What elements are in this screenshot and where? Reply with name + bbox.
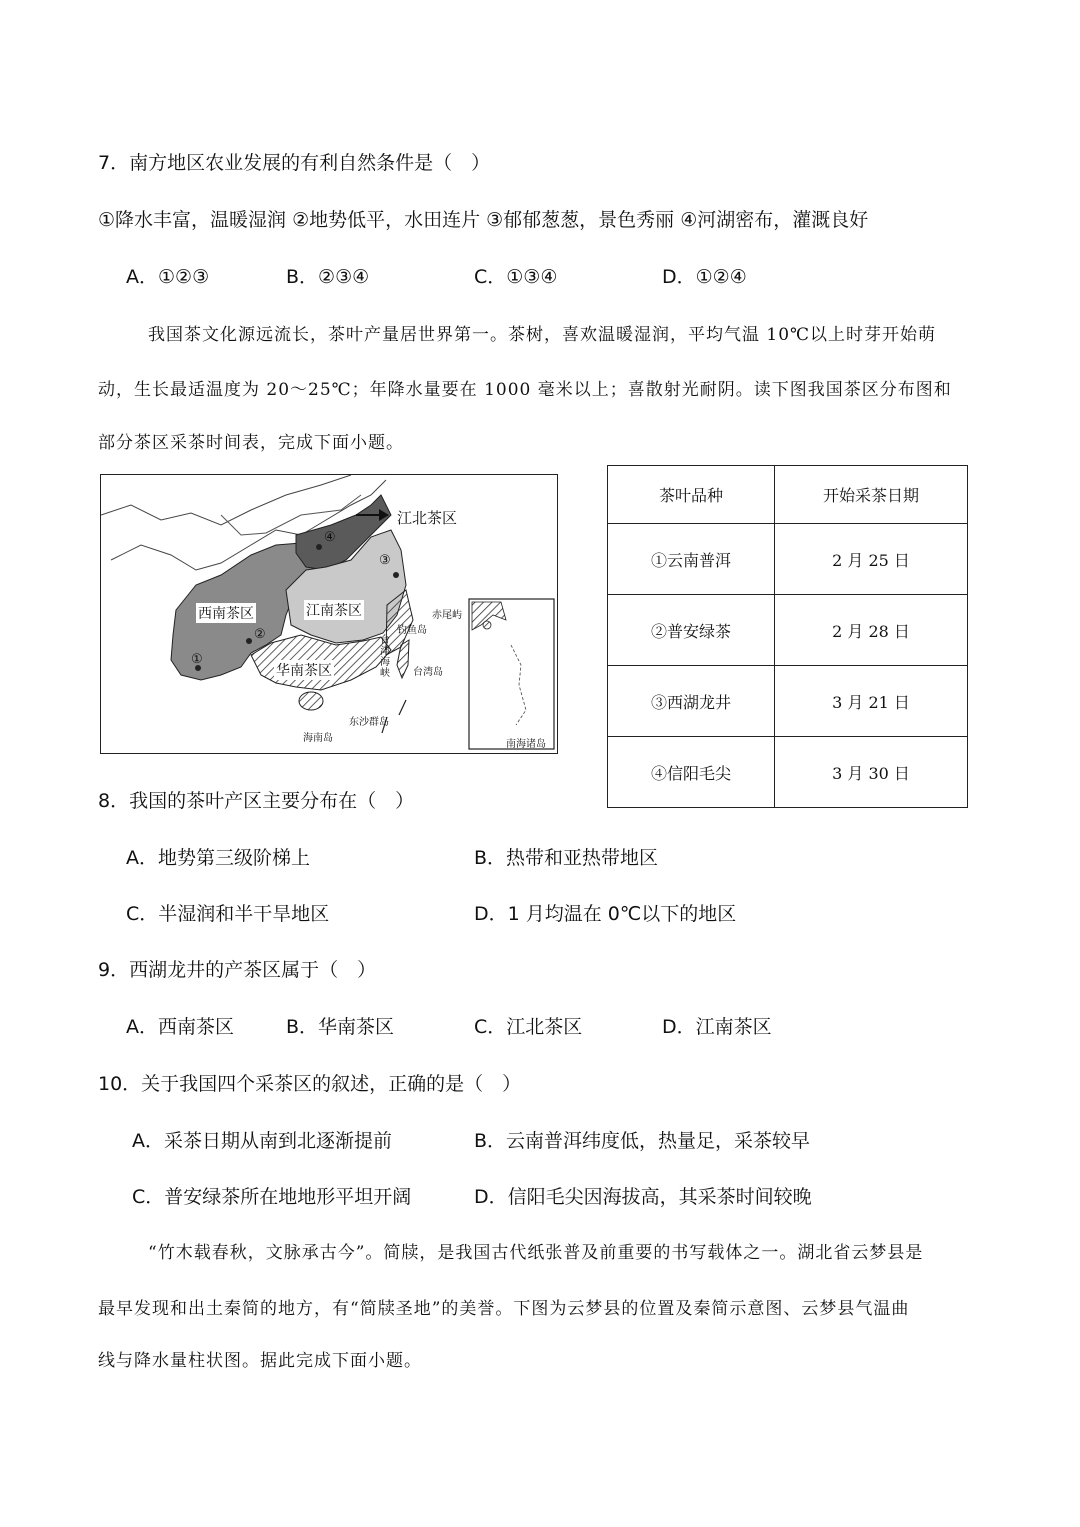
q7-option-c[interactable]: C．①③④	[474, 266, 558, 288]
label-jiangbei: 江北茶区	[397, 509, 458, 527]
q10-option-d[interactable]: D．信阳毛尖因海拔高，其采茶时间较晚	[474, 1186, 812, 1208]
table-row	[608, 666, 968, 737]
q9-option-a[interactable]: A．西南茶区	[126, 1016, 234, 1038]
tea-picking-table	[607, 465, 968, 808]
boundary-line	[101, 475, 351, 525]
table-header-variety: 茶叶品种	[608, 466, 775, 524]
label-hainan: 海南岛	[303, 733, 333, 744]
table-row	[608, 737, 968, 808]
site-dot-4	[316, 544, 322, 550]
label-taiwan-strait: 台湾海峡	[380, 635, 390, 679]
table-cell-date: 3 月 30 日	[775, 737, 968, 808]
label-nanhai: 南海诸岛	[506, 739, 546, 750]
q8-option-d[interactable]: D．1 月均温在 0℃以下的地区	[474, 903, 737, 925]
q7-option-b[interactable]: B．②③④	[286, 266, 370, 288]
site-dot-3	[393, 572, 399, 578]
label-diaoyudao: 钓鱼岛	[397, 625, 427, 636]
q8-option-b[interactable]: B．热带和亚热带地区	[474, 847, 659, 869]
passage1-line3: 部分茶区采茶时间表，完成下面小题。	[98, 433, 404, 453]
q8-option-c[interactable]: C．半湿润和半干旱地区	[126, 903, 330, 925]
q7-option-d[interactable]: D．①②④	[662, 266, 747, 288]
q7-stem: 7．南方地区农业发展的有利自然条件是（ ）	[98, 152, 491, 174]
q9-option-d[interactable]: D．江南茶区	[662, 1016, 772, 1038]
q9-stem: 9．西湖龙井的产茶区属于（ ）	[98, 959, 377, 981]
table-cell-variety: ③西湖龙井	[608, 666, 775, 737]
label-taiwan: 台湾岛	[413, 667, 443, 678]
table-row	[608, 524, 968, 595]
q8-stem: 8．我国的茶叶产区主要分布在（ ）	[98, 790, 415, 812]
q7-statements: ①降水丰富，温暖湿润 ②地势低平，水田连片 ③郁郁葱葱，景色秀丽 ④河湖密布，灌溉良好	[98, 209, 869, 231]
q9-option-b[interactable]: B．华南茶区	[286, 1016, 395, 1038]
marker-1: ①	[191, 652, 203, 667]
tea-region-map	[100, 474, 558, 754]
q10-stem: 10．关于我国四个采茶区的叙述，正确的是（ ）	[98, 1073, 522, 1095]
passage2-line1: “竹木载春秋，文脉承古今”。简牍，是我国古代纸张普及前重要的书写载体之一。湖北省云梦县是	[148, 1243, 924, 1263]
dash	[399, 700, 406, 715]
q10-option-c[interactable]: C．普安绿茶所在地地形平坦开阔	[132, 1186, 412, 1208]
nanhai-island	[483, 621, 491, 629]
table-cell-date: 2 月 25 日	[775, 524, 968, 595]
q8-option-a[interactable]: A．地势第三级阶梯上	[126, 847, 310, 869]
table-row	[608, 595, 968, 666]
label-dongsha: 东沙群岛	[349, 717, 389, 728]
q10-option-a[interactable]: A．采茶日期从南到北逐渐提前	[132, 1130, 392, 1152]
q7-option-a[interactable]: A．①②③	[126, 266, 210, 288]
table-cell-variety: ④信阳毛尖	[608, 737, 775, 808]
marker-3: ③	[379, 553, 391, 568]
passage1-line2: 动，生长最适温度为 20～25℃；年降水量要在 1000 毫米以上；喜散射光耐阴。读下图我国茶区分布图和	[98, 380, 952, 400]
table-cell-date: 3 月 21 日	[775, 666, 968, 737]
marker-4: ④	[324, 530, 336, 545]
table-cell-variety: ②普安绿茶	[608, 595, 775, 666]
passage2-line3: 线与降水量柱状图。据此完成下面小题。	[98, 1351, 422, 1371]
label-chiweiyu: 赤尾屿	[432, 610, 462, 621]
passage1-line1: 我国茶文化源远流长，茶叶产量居世界第一。茶树，喜欢温暖湿润，平均气温 10℃以上时芽开始萌	[148, 325, 937, 345]
hainan-island-shape	[299, 692, 323, 710]
passage2-line2: 最早发现和出土秦简的地方，有“简牍圣地”的美誉。下图为云梦县的位置及秦简示意图、云梦县气温曲	[98, 1299, 910, 1319]
table-header-row	[608, 466, 968, 524]
table-cell-variety: ①云南普洱	[608, 524, 775, 595]
label-jiangnan: 江南茶区	[304, 600, 364, 620]
table-cell-date: 2 月 28 日	[775, 595, 968, 666]
marker-2: ②	[254, 627, 266, 642]
q9-option-c[interactable]: C．江北茶区	[474, 1016, 583, 1038]
q10-option-b[interactable]: B．云南普洱纬度低，热量足，采茶较早	[474, 1130, 811, 1152]
label-xinan: 西南茶区	[196, 603, 256, 623]
table-header-date: 开始采茶日期	[775, 466, 968, 524]
label-huanan: 华南茶区	[274, 660, 334, 680]
site-dot-2	[246, 638, 252, 644]
